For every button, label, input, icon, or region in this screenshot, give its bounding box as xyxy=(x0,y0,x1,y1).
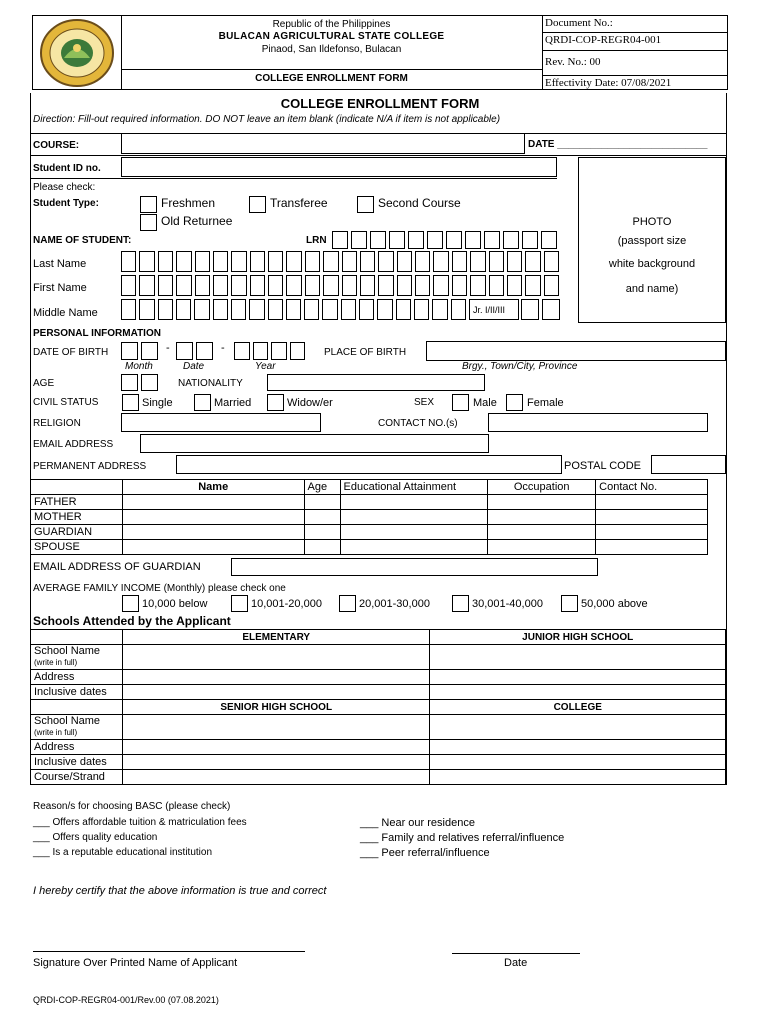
header-address: Pinaod, San Ildefonso, Bulacan xyxy=(261,44,402,55)
inclusive-dates-label: Inclusive dates xyxy=(31,755,123,770)
guardian-email-input[interactable] xyxy=(231,558,598,576)
table-row[interactable] xyxy=(31,540,708,555)
lrn-input[interactable] xyxy=(332,231,560,249)
col-contact: Contact No. xyxy=(596,480,708,495)
senior-heading: SENIOR HIGH SCHOOL xyxy=(122,700,430,715)
second-course-checkbox[interactable] xyxy=(357,196,374,213)
permanent-address-input[interactable] xyxy=(176,455,562,474)
student-id-input[interactable] xyxy=(121,157,557,177)
email-input[interactable] xyxy=(140,434,489,453)
dob-month-input[interactable] xyxy=(121,342,161,360)
row-label: SPOUSE xyxy=(31,540,123,555)
religion-input[interactable] xyxy=(121,413,321,432)
income-checkbox[interactable] xyxy=(452,595,469,612)
college-seal-logo xyxy=(38,18,116,88)
photo-label: PHOTO xyxy=(632,216,672,228)
nationality-input[interactable] xyxy=(267,374,485,391)
email-label: EMAIL ADDRESS xyxy=(33,439,114,450)
student-type-label: Student Type: xyxy=(33,198,99,209)
header-college: BULACAN AGRICULTURAL STATE COLLEGE xyxy=(218,31,445,42)
divider xyxy=(542,15,543,90)
reason-item[interactable]: ___ Family and relatives referral/influence xyxy=(360,832,565,844)
date-label: DATE ___________________________ xyxy=(528,139,708,150)
single-label: Single xyxy=(142,397,173,409)
last-name-input[interactable] xyxy=(121,251,562,272)
dob-year-hint: Year xyxy=(255,361,276,372)
male-label: Male xyxy=(473,397,497,409)
reason-item[interactable]: ___ Offers affordable tuition & matriculation fees xyxy=(33,817,247,828)
table-row[interactable] xyxy=(31,685,726,700)
doc-no-label: Document No.: xyxy=(545,17,613,29)
reason-item[interactable]: ___ Is a reputable educational institution xyxy=(33,847,213,858)
permanent-address-label: PERMANENT ADDRESS xyxy=(33,461,147,472)
signature-line[interactable] xyxy=(33,951,305,952)
col-occupation: Occupation xyxy=(488,480,596,495)
personal-info-heading: PERSONAL INFORMATION xyxy=(33,328,161,339)
place-of-birth-label: PLACE OF BIRTH xyxy=(324,347,407,358)
income-option: 10,000 below xyxy=(142,598,208,610)
reason-item[interactable]: ___ Near our residence xyxy=(360,817,475,829)
religion-label: RELIGION xyxy=(33,418,81,429)
age-input[interactable] xyxy=(121,374,161,391)
single-checkbox[interactable] xyxy=(122,394,139,411)
header-form-title: COLLEGE ENROLLMENT FORM xyxy=(255,73,408,84)
income-checkbox[interactable] xyxy=(339,595,356,612)
income-checkbox[interactable] xyxy=(561,595,578,612)
divider xyxy=(30,178,557,179)
transferee-checkbox[interactable] xyxy=(249,196,266,213)
female-checkbox[interactable] xyxy=(506,394,523,411)
table-row[interactable] xyxy=(31,715,726,740)
lrn-label: LRN xyxy=(306,235,327,246)
nationality-label: NATIONALITY xyxy=(178,378,243,389)
date-signature-label: Date xyxy=(504,957,528,969)
income-option: 50,000 above xyxy=(581,598,648,610)
divider xyxy=(30,155,726,156)
row-label: MOTHER xyxy=(31,510,123,525)
middle-name-label: Middle Name xyxy=(33,307,98,319)
inclusive-dates-label: Inclusive dates xyxy=(31,685,123,700)
school-name-label: School Name xyxy=(34,645,101,657)
dob-separator: - xyxy=(166,342,170,354)
table-row[interactable] xyxy=(31,495,708,510)
contact-no-label: CONTACT NO.(s) xyxy=(378,418,458,429)
schools-heading: Schools Attended by the Applicant xyxy=(33,614,231,628)
frame-right xyxy=(726,93,727,785)
dob-date-input[interactable] xyxy=(176,342,216,360)
table-row[interactable] xyxy=(31,755,726,770)
dob-year-input[interactable] xyxy=(234,342,308,360)
photo-label: white background xyxy=(608,258,696,270)
contact-no-input[interactable] xyxy=(488,413,708,432)
college-heading: COLLEGE xyxy=(430,700,726,715)
address-label: Address xyxy=(31,740,123,755)
dob-label: DATE OF BIRTH xyxy=(33,347,109,358)
dob-separator: - xyxy=(221,342,225,354)
course-input[interactable] xyxy=(121,134,525,154)
write-in-full-hint: (write in full) xyxy=(34,728,78,737)
page-title: COLLEGE ENROLLMENT FORM xyxy=(280,96,480,111)
name-of-student-label: NAME OF STUDENT: xyxy=(33,235,132,246)
reasons-heading: Reason/s for choosing BASC (please check) xyxy=(33,801,231,812)
transferee-label: Transferee xyxy=(270,196,328,210)
divider xyxy=(542,32,728,33)
course-strand-label: Course/Strand xyxy=(31,770,123,785)
please-check-label: Please check: xyxy=(33,182,96,193)
age-label: AGE xyxy=(33,378,55,389)
footer-code: QRDI-COP-REGR04-001/Rev.00 (07.08.2021) xyxy=(33,995,219,1005)
income-label: AVERAGE FAMILY INCOME (Monthly) please check one xyxy=(33,583,286,594)
date-signature-line[interactable] xyxy=(452,953,580,954)
signature-label: Signature Over Printed Name of Applicant xyxy=(33,957,238,969)
table-row[interactable] xyxy=(31,740,726,755)
female-label: Female xyxy=(527,397,564,409)
civil-status-label: CIVIL STATUS xyxy=(33,397,99,408)
freshmen-checkbox[interactable] xyxy=(140,196,157,213)
family-table xyxy=(30,479,708,555)
school-name-label: School Name xyxy=(34,715,101,727)
reason-item[interactable]: ___ Offers quality education xyxy=(33,832,158,843)
first-name-input[interactable] xyxy=(121,275,562,296)
reason-item[interactable]: ___ Peer referral/influence xyxy=(360,847,490,859)
postal-code-input[interactable] xyxy=(651,455,726,474)
address-label: Address xyxy=(31,670,123,685)
write-in-full-hint: (write in full) xyxy=(34,658,78,667)
middle-name-input[interactable] xyxy=(121,299,469,320)
widow-checkbox[interactable] xyxy=(267,394,284,411)
schools-table xyxy=(30,629,726,785)
rev-no: Rev. No.: 00 xyxy=(545,56,601,68)
married-label: Married xyxy=(214,397,252,409)
suffix-cells[interactable] xyxy=(521,299,563,320)
suffix-label: Jr. I/II/III xyxy=(473,305,506,315)
table-row[interactable] xyxy=(31,770,726,785)
certify-text: I hereby certify that the above information is true and correct xyxy=(33,885,327,897)
col-name: Name xyxy=(122,480,304,495)
col-age: Age xyxy=(304,480,340,495)
divider xyxy=(542,75,728,76)
income-option: 30,001-40,000 xyxy=(472,598,543,610)
effectivity-date: Effectivity Date: 07/08/2021 xyxy=(545,77,672,89)
junior-heading: JUNIOR HIGH SCHOOL xyxy=(430,630,726,645)
table-row[interactable] xyxy=(31,510,708,525)
dob-date-hint: Date xyxy=(183,361,205,372)
elementary-heading: ELEMENTARY xyxy=(122,630,430,645)
first-name-label: First Name xyxy=(33,282,87,294)
dob-month-hint: Month xyxy=(125,361,153,372)
doc-no: QRDI-COP-REGR04-001 xyxy=(545,34,662,46)
sex-label: SEX xyxy=(414,397,435,408)
header-country: Republic of the Philippines xyxy=(272,19,391,30)
course-label: COURSE: xyxy=(33,140,80,151)
male-checkbox[interactable] xyxy=(452,394,469,411)
widow-label: Widow/er xyxy=(287,397,333,409)
last-name-label: Last Name xyxy=(33,258,87,270)
table-header-row xyxy=(31,480,708,495)
row-label: FATHER xyxy=(31,495,123,510)
photo-label: (passport size xyxy=(617,235,687,247)
place-of-birth-input[interactable] xyxy=(426,341,726,361)
student-id-label: Student ID no. xyxy=(33,163,101,174)
second-course-label: Second Course xyxy=(378,196,461,210)
divider xyxy=(542,50,728,51)
divider xyxy=(121,69,542,70)
place-of-birth-hint: Brgy., Town/City, Province xyxy=(462,361,578,372)
income-option: 20,001-30,000 xyxy=(359,598,430,610)
direction-text: Direction: Fill-out required information. DO NOT leave an item blank (indicate N/A if item is not applicable) xyxy=(33,114,501,125)
income-checkbox[interactable] xyxy=(122,595,139,612)
income-checkbox[interactable] xyxy=(231,595,248,612)
income-option: 10,001-20,000 xyxy=(251,598,322,610)
table-row[interactable] xyxy=(31,525,708,540)
row-label: GUARDIAN xyxy=(31,525,123,540)
col-education: Educational Attainment xyxy=(340,480,488,495)
table-row[interactable] xyxy=(31,670,726,685)
photo-label: and name) xyxy=(625,283,679,295)
old-returnee-checkbox[interactable] xyxy=(140,214,157,231)
postal-code-label: POSTAL CODE xyxy=(564,460,642,472)
old-returnee-label: Old Returnee xyxy=(161,214,233,228)
guardian-email-label: EMAIL ADDRESS OF GUARDIAN xyxy=(33,561,201,573)
married-checkbox[interactable] xyxy=(194,394,211,411)
freshmen-label: Freshmen xyxy=(161,196,216,210)
table-row[interactable] xyxy=(31,645,726,670)
